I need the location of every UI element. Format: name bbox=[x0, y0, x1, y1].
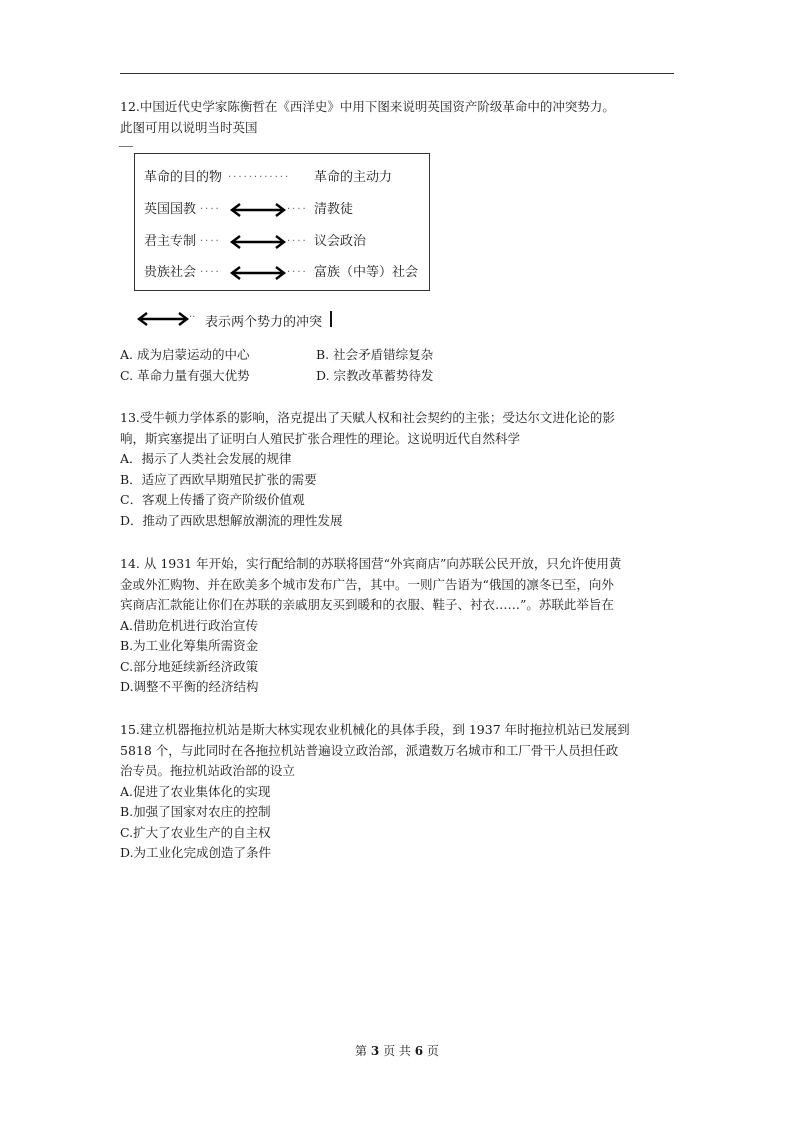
dotted-leader: ···· bbox=[200, 204, 221, 215]
q12-option-c[interactable]: C. 革命力量有强大优势 bbox=[120, 367, 250, 383]
q12-stem-line-1: 12.中国近代史学家陈衡哲在《西洋史》中用下图来说明英国资产阶级革命中的冲突势力。 bbox=[120, 99, 615, 114]
footer-post: 页 bbox=[426, 1044, 439, 1058]
q15-option-a[interactable]: A.促进了农业集体化的实现 bbox=[120, 783, 271, 799]
diagram-legend bbox=[137, 309, 357, 329]
diagram-row-right: 议会政治 bbox=[314, 234, 367, 249]
question-12 bbox=[120, 97, 680, 138]
double-arrow-icon bbox=[137, 312, 189, 326]
q15-option-b[interactable]: B.加强了国家对农庄的控制 bbox=[120, 804, 271, 819]
page-footer bbox=[0, 1042, 794, 1059]
diagram-row-left: 贵族社会 bbox=[144, 265, 197, 280]
q13-option-b[interactable]: B．适应了西欧早期殖民扩张的需要 bbox=[120, 471, 317, 487]
footer-pre: 第 bbox=[355, 1044, 368, 1058]
question-15 bbox=[120, 720, 680, 864]
text-cursor bbox=[330, 311, 332, 327]
dotted-leader: ···· bbox=[200, 236, 221, 247]
question-14 bbox=[120, 554, 680, 698]
q13-stem-line-2: 响，斯宾塞提出了证明白人殖民扩张合理性的理论。这说明近代自然科学 bbox=[120, 430, 521, 446]
q14-stem-line-3: 宾商店汇款能让你们在苏联的亲戚朋友买到暖和的衣服、鞋子、衬衣……”。苏联此举旨在 bbox=[120, 597, 614, 612]
dotted-leader: ···· bbox=[200, 267, 221, 278]
q13-stem-line-1: 13.受牛顿力学体系的影响，洛克提出了天赋人权和社会契约的主张；受达尔文进化论的影 bbox=[120, 410, 615, 425]
footer-mid: 页 共 bbox=[383, 1044, 411, 1058]
diagram-header-right: 革命的主动力 bbox=[314, 170, 393, 185]
diagram-header-left: 革命的目的物 bbox=[144, 170, 223, 185]
q13-option-c[interactable]: C．客观上传播了资产阶级价值观 bbox=[120, 492, 305, 507]
diagram-row-left: 英国国教 bbox=[144, 202, 197, 217]
q12-options bbox=[120, 345, 680, 386]
q14-option-c[interactable]: C.部分地延续新经济政策 bbox=[120, 658, 259, 674]
q13-option-a[interactable]: A．揭示了人类社会发展的规律 bbox=[120, 451, 292, 466]
q15-stem-line-3: 治专员。拖拉机站政治部的设立 bbox=[120, 763, 296, 778]
q14-option-b[interactable]: B.为工业化筹集所需资金 bbox=[120, 638, 259, 653]
diagram-row-left: 君主专制 bbox=[144, 234, 197, 249]
conflict-diagram bbox=[134, 153, 430, 291]
double-arrow-icon bbox=[230, 266, 286, 280]
q12-stem-line-2: 此图可用以说明当时英国 bbox=[120, 119, 258, 135]
dotted-leader: ···· bbox=[287, 236, 308, 247]
dotted-leader: ···· bbox=[287, 267, 308, 278]
q12-option-b[interactable]: B. 社会矛盾错综复杂 bbox=[316, 347, 434, 362]
q13-option-d[interactable]: D．推动了西欧思想解放潮流的理性发展 bbox=[120, 512, 343, 528]
q15-stem-line-1: 15.建立机器拖拉机站是斯大林实现农业机械化的具体手段，到 1937 年时拖拉机站已发展到 bbox=[120, 722, 630, 737]
current-page-number: 3 bbox=[370, 1044, 380, 1058]
q15-option-d[interactable]: D.为工业化完成创造了条件 bbox=[120, 845, 272, 860]
total-page-number: 6 bbox=[414, 1044, 424, 1058]
double-arrow-icon bbox=[230, 235, 286, 249]
dotted-leader: ···· bbox=[287, 204, 308, 215]
corner-mark bbox=[119, 146, 133, 151]
q14-stem-line-2: 金或外汇购物、并在欧美多个城市发布广告，其中。一则广告语为“俄国的凛冬已至，向外 bbox=[120, 576, 614, 592]
diagram-row-right: 清教徒 bbox=[314, 202, 354, 217]
header-rule bbox=[120, 73, 674, 74]
double-arrow-icon bbox=[230, 203, 286, 217]
legend-text: 表示两个势力的冲突 bbox=[205, 315, 323, 330]
dotted-leader: ·· bbox=[189, 312, 196, 323]
q14-stem-line-1: 14. 从 1931 年开始，实行配给制的苏联将国营“外宾商店”向苏联公民开放，只允许使用黄 bbox=[120, 556, 622, 571]
q15-stem-line-2: 5818 个，与此同时在各拖拉机站普遍设立政治部，派遣数万名城市和工厂骨干人员担任政 bbox=[120, 742, 619, 758]
q15-option-c[interactable]: C.扩大了农业生产的自主权 bbox=[120, 824, 271, 840]
q14-option-d[interactable]: D.调整不平衡的经济结构 bbox=[120, 679, 259, 694]
q14-option-a[interactable]: A.借助危机进行政治宣传 bbox=[120, 617, 259, 633]
dotted-leader: ············ bbox=[228, 172, 291, 183]
q12-option-d[interactable]: D. 宗教改革蓄势待发 bbox=[316, 367, 434, 383]
question-13 bbox=[120, 408, 680, 531]
q12-option-a[interactable]: A. 成为启蒙运动的中心 bbox=[120, 347, 250, 362]
diagram-row-right: 富族（中等）社会 bbox=[314, 265, 419, 280]
